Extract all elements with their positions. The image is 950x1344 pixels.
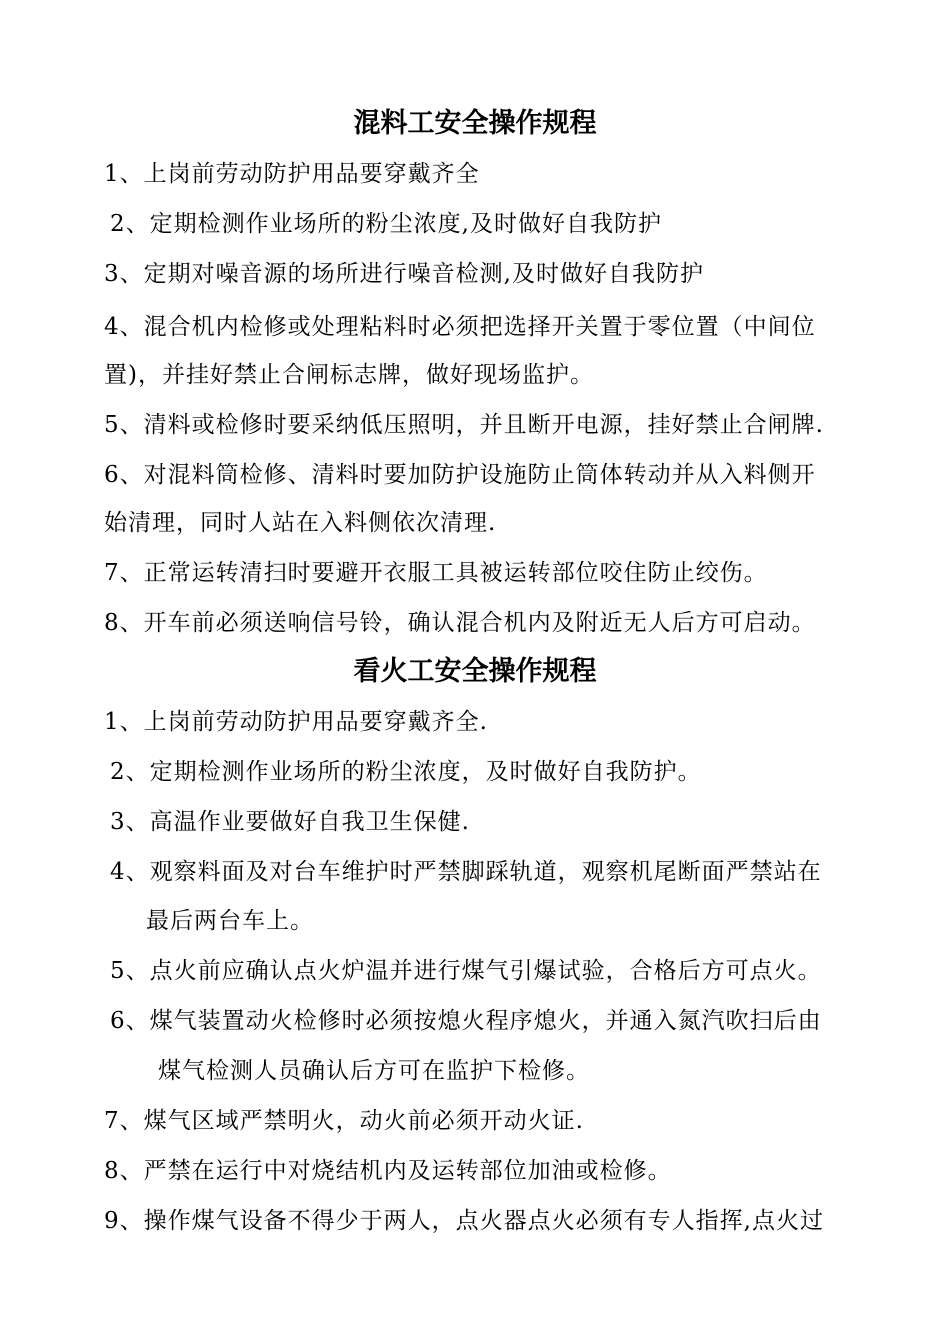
section2-title: 看火工安全操作规程 [353, 656, 597, 687]
section1-item-4: 4、混合机内检修或处理粘料时必须把选择开关置于零位置（中间位 [104, 314, 816, 340]
section2-item-6: 6、煤气装置动火检修时必须按熄火程序熄火，并通入氮汽吹扫后由 [110, 1008, 822, 1034]
section1-item-3: 3、定期对噪音源的场所进行噪音检测,及时做好自我防护 [104, 261, 704, 287]
section2-item-4-cont: 最后两台车上。 [146, 908, 314, 934]
section2-item-8: 8、严禁在运行中对烧结机内及运转部位加油或检修。 [104, 1158, 672, 1184]
section2-item-1: 1、上岗前劳动防护用品要穿戴齐全. [104, 709, 488, 735]
section1-item-7: 7、正常运转清扫时要避开衣服工具被运转部位咬住防止绞伤。 [104, 560, 768, 586]
section1-item-6-cont: 始清理，同时人站在入料侧依次清理. [104, 510, 497, 536]
section1-item-6: 6、对混料筒检修、清料时要加防护设施防止筒体转动并从入料侧开 [104, 462, 816, 488]
section2-item-2: 2、定期检测作业场所的粉尘浓度，及时做好自我防护。 [110, 759, 702, 785]
section2-item-6-cont: 煤气检测人员确认后方可在监护下检修。 [158, 1058, 590, 1084]
section1-item-8: 8、开车前必须送响信号铃，确认混合机内及附近无人后方可启动。 [104, 610, 816, 636]
section1-item-5: 5、清料或检修时要采纳低压照明，并且断开电源，挂好禁止合闸牌. [104, 412, 824, 438]
section2-item-3: 3、高温作业要做好自我卫生保健. [110, 809, 470, 835]
section2-item-4: 4、观察料面及对台车维护时严禁脚踩轨道，观察机尾断面严禁站在 [110, 859, 822, 885]
section2-item-9: 9、操作煤气设备不得少于两人，点火器点火必须有专人指挥,点火过 [104, 1208, 824, 1234]
section1-item-4-cont: 置)，并挂好禁止合闸标志牌，做好现场监护。 [104, 362, 594, 388]
section2-item-5: 5、点火前应确认点火炉温并进行煤气引爆试验，合格后方可点火。 [110, 958, 822, 984]
section1-item-2: 2、定期检测作业场所的粉尘浓度,及时做好自我防护 [110, 211, 662, 237]
section1-title: 混料工安全操作规程 [353, 108, 597, 139]
section2-item-7: 7、煤气区域严禁明火，动火前必须开动火证. [104, 1108, 584, 1134]
section1-item-1: 1、上岗前劳动防护用品要穿戴齐全 [104, 161, 480, 187]
